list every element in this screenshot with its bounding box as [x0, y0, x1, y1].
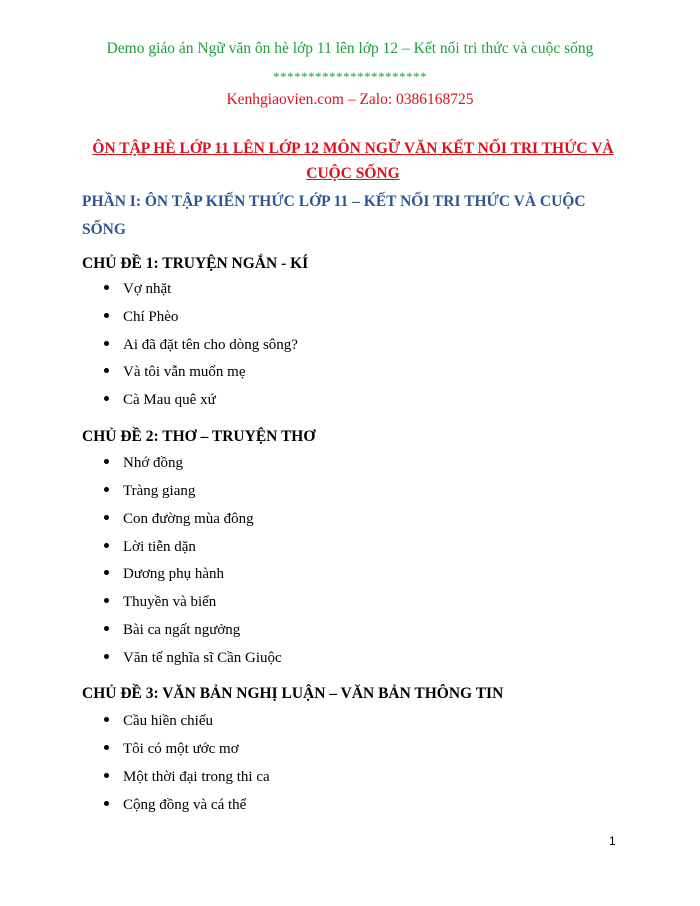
- list-item-label: Chí Phèo: [123, 309, 179, 325]
- bullet-icon: [104, 773, 109, 778]
- bullet-icon: [104, 487, 109, 492]
- header-site-contact: Kenhgiaovien.com – Zalo: 0386168725: [226, 91, 474, 108]
- list-item-label: Nhớ đồng: [123, 455, 184, 471]
- list-item: [104, 337, 298, 354]
- bullet-icon: [104, 515, 109, 520]
- topic-heading-3: CHỦ ĐỀ 3: VĂN BẢN NGHỊ LUẬN – VĂN BẢN THÔNG TIN: [82, 685, 504, 702]
- list-item: [104, 713, 213, 730]
- list-item: [104, 797, 246, 814]
- bullet-icon: [104, 313, 109, 318]
- list-item: [104, 483, 195, 500]
- page-number: 1: [609, 834, 616, 848]
- list-item: [104, 650, 282, 667]
- list-item: [104, 539, 196, 556]
- list-item: [104, 511, 254, 528]
- list-item-label: Lời tiễn dặn: [123, 539, 196, 555]
- list-item: [104, 566, 224, 583]
- list-item-label: Dương phụ hành: [123, 566, 225, 582]
- bullet-icon: [104, 396, 109, 401]
- bullet-icon: [104, 543, 109, 548]
- list-item-label: Và tôi vẫn muốn mẹ: [123, 364, 246, 380]
- bullet-icon: [104, 654, 109, 659]
- topic-heading-2: CHỦ ĐỀ 2: THƠ – TRUYỆN THƠ: [82, 428, 316, 445]
- topic-heading-1: CHỦ ĐỀ 1: TRUYỆN NGẮN - KÍ: [82, 255, 309, 272]
- list-item: [104, 455, 183, 472]
- part-title: PHẦN I: ÔN TẬP KIẾN THỨC LỚP 11 – KẾT NỐI TRI THỨC VÀ CUỘC SỐNG: [82, 193, 586, 238]
- list-item-label: Ai đã đặt tên cho dòng sông?: [123, 337, 298, 353]
- list-item-label: Con đường mùa đông: [123, 511, 254, 527]
- bullet-icon: [104, 626, 109, 631]
- list-item-label: Văn tế nghĩa sĩ Cần Giuộc: [123, 650, 282, 666]
- list-item: [104, 309, 178, 326]
- list-item-label: Cầu hiền chiếu: [123, 713, 213, 729]
- bullet-icon: [104, 459, 109, 464]
- bullet-icon: [104, 801, 109, 806]
- bullet-icon: [104, 285, 109, 290]
- bullet-icon: [104, 598, 109, 603]
- list-item: [104, 392, 216, 409]
- bullet-icon: [104, 368, 109, 373]
- bullet-icon: [104, 570, 109, 575]
- list-item-label: Cộng đồng và cá thể: [123, 797, 247, 813]
- bullet-icon: [104, 745, 109, 750]
- list-item: [104, 594, 216, 611]
- list-item-label: Vợ nhặt: [123, 281, 172, 297]
- list-item-label: Tôi có một ước mơ: [123, 741, 239, 757]
- bullet-icon: [104, 341, 109, 346]
- list-item-label: Bài ca ngất ngưởng: [123, 622, 241, 638]
- header-divider-stars: **********************: [273, 69, 427, 84]
- list-item: [104, 281, 171, 298]
- list-item: [104, 741, 239, 758]
- main-title: ÔN TẬP HÈ LỚP 11 LÊN LỚP 12 MÔN NGỮ VĂN KẾT NỐI TRI THỨC VÀ CUỘC SỐNG: [92, 140, 614, 182]
- bullet-icon: [104, 717, 109, 722]
- list-item-label: Tràng giang: [123, 483, 196, 499]
- list-item: [104, 769, 270, 786]
- list-item-label: Thuyền và biển: [123, 594, 217, 610]
- list-item: [104, 622, 240, 639]
- header-title: Demo giáo án Ngữ văn ôn hè lớp 11 lên lớp 12 – Kết nối tri thức và cuộc sống: [106, 40, 594, 57]
- list-item: [104, 364, 245, 381]
- list-item-label: Cà Mau quê xứ: [123, 392, 216, 408]
- list-item-label: Một thời đại trong thi ca: [123, 769, 270, 785]
